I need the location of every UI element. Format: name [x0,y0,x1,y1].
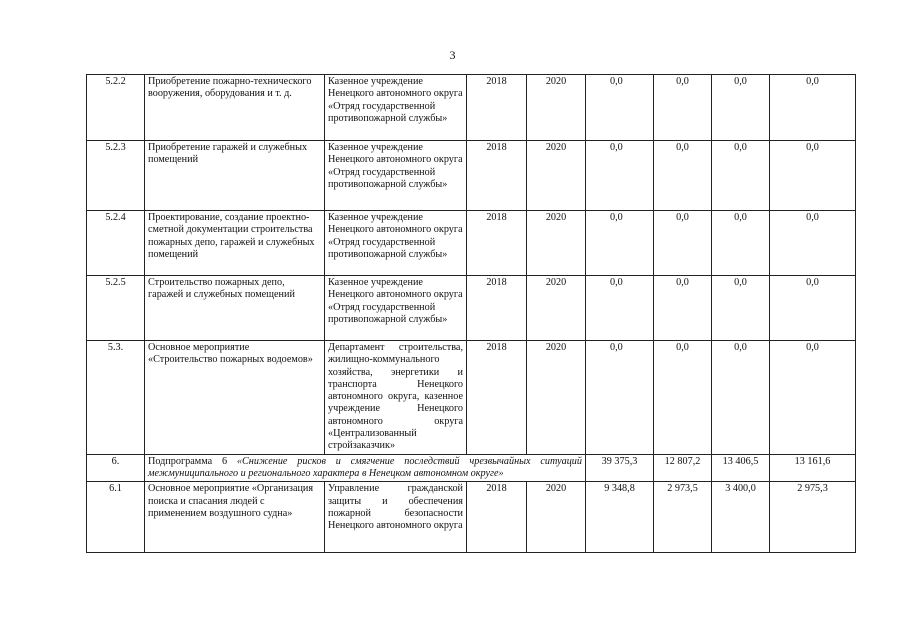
amount-year-2: 0,0 [712,141,770,211]
start-year: 2018 [467,211,527,276]
amount-year-3: 0,0 [770,341,856,455]
amount-total: 0,0 [586,75,654,141]
start-year: 2018 [467,482,527,553]
row-number: 5.2.2 [87,75,145,141]
executor: Казенное учреждение Ненецкого автономного округа «Отряд государственной противопожарной службы» [325,211,467,276]
amount-year-2: 3 400,0 [712,482,770,553]
amount-year-3: 0,0 [770,276,856,341]
table-row [87,141,856,211]
start-year: 2018 [467,75,527,141]
amount-year-2: 0,0 [712,341,770,455]
row-number: 5.3. [87,341,145,455]
end-year: 2020 [527,482,586,553]
start-year: 2018 [467,276,527,341]
amount-year-1: 0,0 [654,276,712,341]
amount-total: 39 375,3 [586,454,654,482]
amount-total: 0,0 [586,211,654,276]
table-row [87,341,856,455]
amount-year-2: 0,0 [712,276,770,341]
row-number: 6. [87,454,145,482]
executor: Управление гражданской защиты и обеспечения пожарной безопасности Ненецкого автономного округа [325,482,467,553]
row-number: 5.2.4 [87,211,145,276]
amount-year-2: 0,0 [712,211,770,276]
executor: Казенное учреждение Ненецкого автономного округа «Отряд государственной противопожарной службы» [325,141,467,211]
amount-year-1: 0,0 [654,141,712,211]
row-number: 5.2.5 [87,276,145,341]
amount-year-3: 2 975,3 [770,482,856,553]
subprogram-prefix: Подпрограмма 6 [148,455,237,467]
amount-year-3: 0,0 [770,141,856,211]
table-row [87,211,856,276]
end-year: 2020 [527,75,586,141]
amount-total: 0,0 [586,341,654,455]
start-year: 2018 [467,141,527,211]
end-year: 2020 [527,211,586,276]
amount-year-1: 12 807,2 [654,454,712,482]
amount-year-3: 0,0 [770,211,856,276]
page-number: 3 [449,48,456,62]
amount-year-1: 2 973,5 [654,482,712,553]
start-year: 2018 [467,341,527,455]
program-table [86,74,856,553]
activity-name: Приобретение пожарно-технического вооружения, оборудования и т. д. [145,75,325,141]
row-number: 6.1 [87,482,145,553]
amount-year-2: 13 406,5 [712,454,770,482]
end-year: 2020 [527,341,586,455]
subprogram-name: «Снижение рисков и смягчение последствий чрезвычайных ситуаций межмуниципального и регионального характера в Ненецком автономном округе» [148,455,582,479]
end-year: 2020 [527,141,586,211]
activity-name: Проектирование, создание проектно-сметной документации строительства пожарных депо, гаражей и служебных помещений [145,211,325,276]
table-row [87,482,856,553]
subprogram-title [145,454,586,482]
amount-total: 9 348,8 [586,482,654,553]
amount-total: 0,0 [586,276,654,341]
amount-year-3: 13 161,6 [770,454,856,482]
amount-year-3: 0,0 [770,75,856,141]
subprogram-row [87,454,856,482]
activity-name: Приобретение гаражей и служебных помещений [145,141,325,211]
amount-year-1: 0,0 [654,75,712,141]
table-row [87,276,856,341]
executor: Казенное учреждение Ненецкого автономного округа «Отряд государственной противопожарной службы» [325,276,467,341]
amount-total: 0,0 [586,141,654,211]
amount-year-2: 0,0 [712,75,770,141]
executor: Департамент строительства, жилищно-коммунального хозяйства, энергетики и транспорта Ненецкого автономного округа, казенное учреждение Ненецкого автономного округа «Централизованный стройзаказчик» [325,341,467,455]
activity-name: Строительство пожарных депо, гаражей и служебных помещений [145,276,325,341]
end-year: 2020 [527,276,586,341]
amount-year-1: 0,0 [654,211,712,276]
amount-year-1: 0,0 [654,341,712,455]
row-number: 5.2.3 [87,141,145,211]
executor: Казенное учреждение Ненецкого автономного округа «Отряд государственной противопожарной службы» [325,75,467,141]
activity-name: Основное мероприятие «Организация поиска и спасания людей с применением воздушного судна» [145,482,325,553]
table-row [87,75,856,141]
activity-name: Основное мероприятие «Строительство пожарных водоемов» [145,341,325,455]
